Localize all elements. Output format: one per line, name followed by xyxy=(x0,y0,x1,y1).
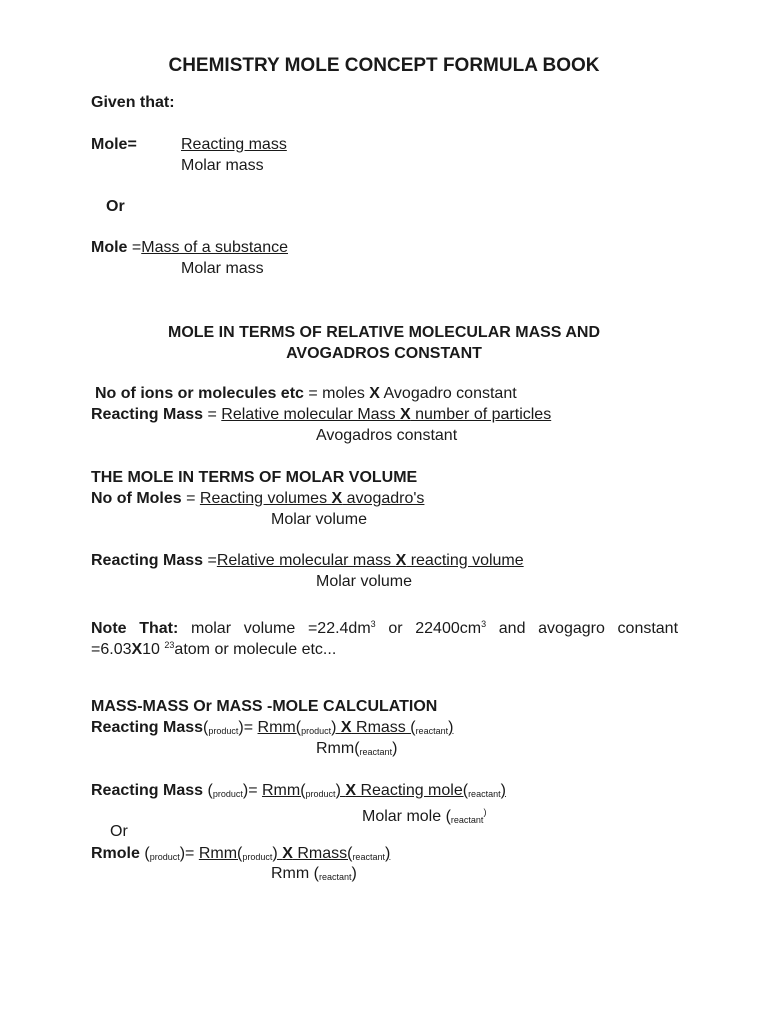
section-heading: MASS-MASS Or MASS -MOLE CALCULATION xyxy=(91,698,438,715)
section-heading: MOLE IN TERMS OF RELATIVE MOLECULAR MASS AND xyxy=(168,324,600,341)
formula-text: Relative molecular Mass xyxy=(221,406,401,423)
formula-label: Reacting Mass xyxy=(91,552,204,569)
formula-text: )= xyxy=(238,719,258,736)
formula-label: Rmole xyxy=(91,845,140,862)
or-connector: Or xyxy=(110,823,128,840)
superscript: 3 xyxy=(481,619,487,629)
times-sign: X xyxy=(331,490,343,507)
note-text: 10 xyxy=(142,641,165,658)
subscript: product xyxy=(301,726,332,736)
formula-text: Reacting volumes xyxy=(199,490,332,507)
given-that-label: Given that: xyxy=(91,94,175,111)
formula7-numerator xyxy=(258,719,454,736)
formula8-numerator xyxy=(262,782,506,799)
mole-label: Mole= xyxy=(91,136,137,153)
formula8-line xyxy=(91,781,506,804)
formula-text: ( xyxy=(203,719,209,736)
formula-text: ) xyxy=(483,807,487,817)
formula1-numerator: Reacting mass xyxy=(181,136,287,153)
formula-text: Reacting mole( xyxy=(356,782,469,799)
formula-text: ) xyxy=(272,845,283,862)
formula-text: ) xyxy=(351,865,357,882)
formula7-line xyxy=(91,718,453,741)
formula1-denominator: Molar mass xyxy=(181,157,264,174)
subscript: reactant xyxy=(415,726,449,736)
formula-text: ( xyxy=(203,782,213,799)
subscript: product xyxy=(149,852,180,862)
note-text: or 22400cm xyxy=(375,620,482,637)
formula2-line xyxy=(91,238,288,258)
formula-label: Reacting Mass xyxy=(91,782,204,799)
formula-text: Rmass ( xyxy=(351,719,416,736)
or-connector: Or xyxy=(106,198,125,215)
formula3-line xyxy=(95,384,517,404)
subscript: reactant xyxy=(352,852,385,862)
formula-label: Reacting Mass xyxy=(91,719,204,736)
subscript: product xyxy=(242,852,273,862)
formula-text: Rmm ( xyxy=(271,865,319,882)
formula5-numerator xyxy=(200,490,425,507)
formula-text: ) xyxy=(500,782,506,799)
formula-text: number of particles xyxy=(410,406,552,423)
superscript: 3 xyxy=(370,619,376,629)
note-label: Note That: xyxy=(91,620,179,637)
note-text: =6.03 xyxy=(91,641,132,658)
times-sign: X xyxy=(282,845,293,862)
subscript: reactant xyxy=(468,789,501,799)
subscript: reactant xyxy=(359,747,393,757)
formula-text: Avogadro constant xyxy=(379,385,517,402)
subscript: product xyxy=(208,726,239,736)
formula8-denominator xyxy=(362,802,486,830)
formula6-denominator: Molar volume xyxy=(316,573,413,590)
subscript: product xyxy=(212,789,243,799)
note-text: atom or molecule etc... xyxy=(174,641,337,658)
subscript: reactant xyxy=(450,815,484,825)
formula-text: Rmm( xyxy=(257,719,302,736)
note-text: molar volume =22.4dm xyxy=(178,620,371,637)
formula-text: Rmm( xyxy=(198,845,243,862)
formula-text: Relative molecular mass xyxy=(216,552,396,569)
formula-text: Rmass( xyxy=(292,845,353,862)
formula9-denominator xyxy=(271,864,357,887)
formula6-line xyxy=(91,551,524,571)
section-heading: AVOGADROS CONSTANT xyxy=(286,345,482,362)
note-line-2 xyxy=(91,635,336,660)
formula-text: Rmm( xyxy=(261,782,306,799)
formula-text: ) xyxy=(392,740,398,757)
subscript: reactant xyxy=(318,872,352,882)
mole-label: Mole xyxy=(91,239,128,256)
formula7-denominator xyxy=(316,739,397,762)
section-heading: THE MOLE IN TERMS OF MOLAR VOLUME xyxy=(91,469,418,486)
formula-label: No of Moles xyxy=(91,490,182,507)
formula-text: reacting volume xyxy=(406,552,524,569)
formula-text: ) xyxy=(448,719,454,736)
times-sign: X xyxy=(345,782,357,799)
equals-sign: = xyxy=(203,406,222,423)
formula6-numerator xyxy=(217,552,524,569)
equals-sign: = xyxy=(203,552,217,569)
formula-label: No of ions or molecules etc xyxy=(95,385,304,402)
formula5-line xyxy=(91,489,424,509)
formula-text: ) xyxy=(331,719,341,736)
formula-text: ) xyxy=(384,845,391,862)
formula-text: ) xyxy=(335,782,346,799)
formula-text: avogadro's xyxy=(342,490,425,507)
superscript: 23 xyxy=(164,640,175,650)
equals-sign: = xyxy=(181,490,200,507)
formula9-numerator xyxy=(199,845,390,862)
times-sign: X xyxy=(369,385,380,402)
formula-text: )= xyxy=(179,845,199,862)
formula-label: Reacting Mass xyxy=(91,406,204,423)
formula2-numerator: Mass of a substance xyxy=(141,239,288,256)
formula4-denominator: Avogadros constant xyxy=(316,427,458,444)
times-sign: X xyxy=(340,719,352,736)
formula-text: Rmm( xyxy=(316,740,360,757)
formula2-denominator: Molar mass xyxy=(181,260,264,277)
formula5-denominator: Molar volume xyxy=(271,511,368,528)
equals-sign: = xyxy=(127,239,142,256)
times-sign: X xyxy=(400,406,411,423)
subscript: product xyxy=(305,789,336,799)
times-sign: X xyxy=(131,641,143,658)
formula-text: = moles xyxy=(303,385,370,402)
formula4-numerator xyxy=(221,406,551,423)
formula4-line xyxy=(91,405,551,425)
note-text: and avogagro constant xyxy=(486,620,679,637)
page-title: CHEMISTRY MOLE CONCEPT FORMULA BOOK xyxy=(168,55,600,76)
formula-text: ( xyxy=(139,845,150,862)
formula-text: )= xyxy=(242,782,262,799)
formula-text: Molar mole ( xyxy=(362,808,451,825)
times-sign: X xyxy=(395,552,407,569)
